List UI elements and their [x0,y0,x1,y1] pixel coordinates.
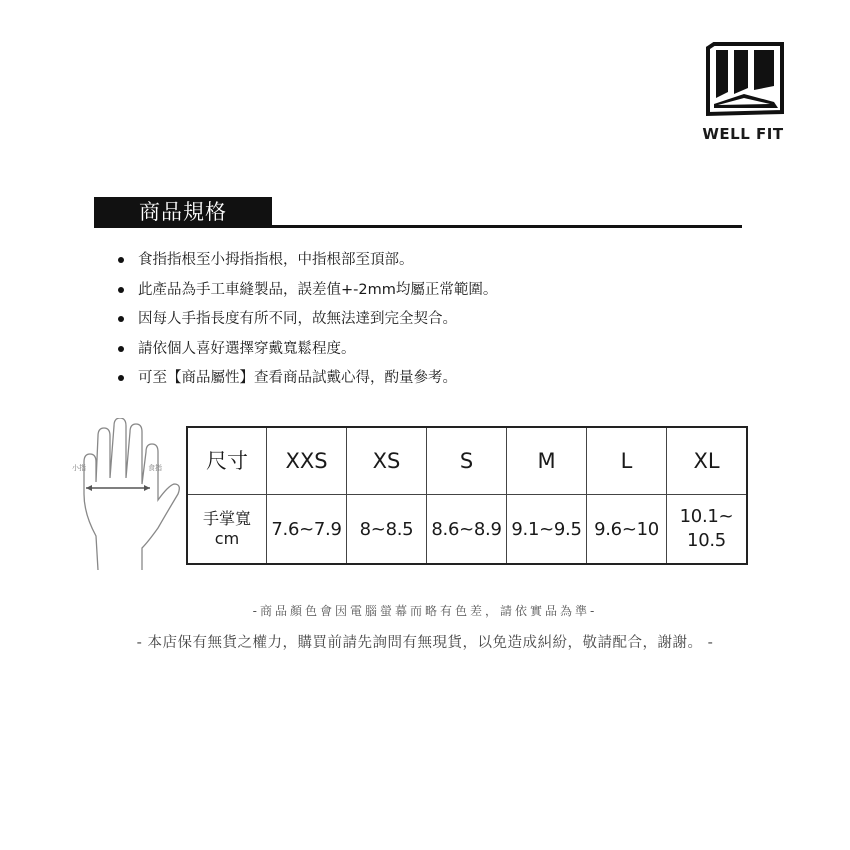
palm-width-label-text: 手掌寬 [202,509,251,528]
palm-width-label [187,495,267,565]
size-cell: XXS [267,427,347,495]
spec-item: 此產品為手工車縫製品，誤差值+-2mm均屬正常範圍。 [118,280,497,310]
size-cell: S [427,427,507,495]
palm-width-value: 8.6~8.9 [427,495,507,565]
section-title: 商品規格 [139,200,227,224]
wellfit-logo [704,42,788,122]
palm-width-row [187,495,747,565]
stock-disclaimer: - 本店保有無貨之權力，購買前請先詢問有無現貨，以免造成糾紛，敬請配合，謝謝。 - [136,635,714,651]
spec-item: 食指指根至小拇指指根，中指根部至頂部。 [118,250,497,280]
palm-width-value: 9.6~10 [587,495,667,565]
palm-width-value: 8~8.5 [347,495,427,565]
spec-item: 可至【商品屬性】查看商品試戴心得，酌量參考。 [118,368,497,398]
size-header-label: 尺寸 [187,427,267,495]
color-disclaimer: -商品顏色會因電腦螢幕而略有色差，請依實品為準- [252,604,598,618]
hand-measure-diagram [62,418,182,570]
size-header-row [187,427,747,495]
spec-list [118,250,497,398]
spec-item: 請依個人喜好選擇穿戴寬鬆程度。 [118,339,497,369]
palm-width-unit: cm [214,529,240,548]
palm-width-value: 9.1~9.5 [507,495,587,565]
size-cell: XS [347,427,427,495]
size-cell: XL [667,427,748,495]
section-divider [272,225,742,228]
size-cell: L [587,427,667,495]
brand-name: WELL FIT [702,125,784,143]
size-cell: M [507,427,587,495]
palm-width-value: 10.1~ 10.5 [667,495,748,565]
section-header [94,197,742,230]
hand-outline-icon [84,418,179,570]
index-label: 食指 [148,464,162,472]
pinky-label: 小指 [72,464,86,472]
size-table [186,426,748,565]
spec-item: 因每人手指長度有所不同，故無法達到完全契合。 [118,309,497,339]
palm-width-value: 7.6~7.9 [267,495,347,565]
